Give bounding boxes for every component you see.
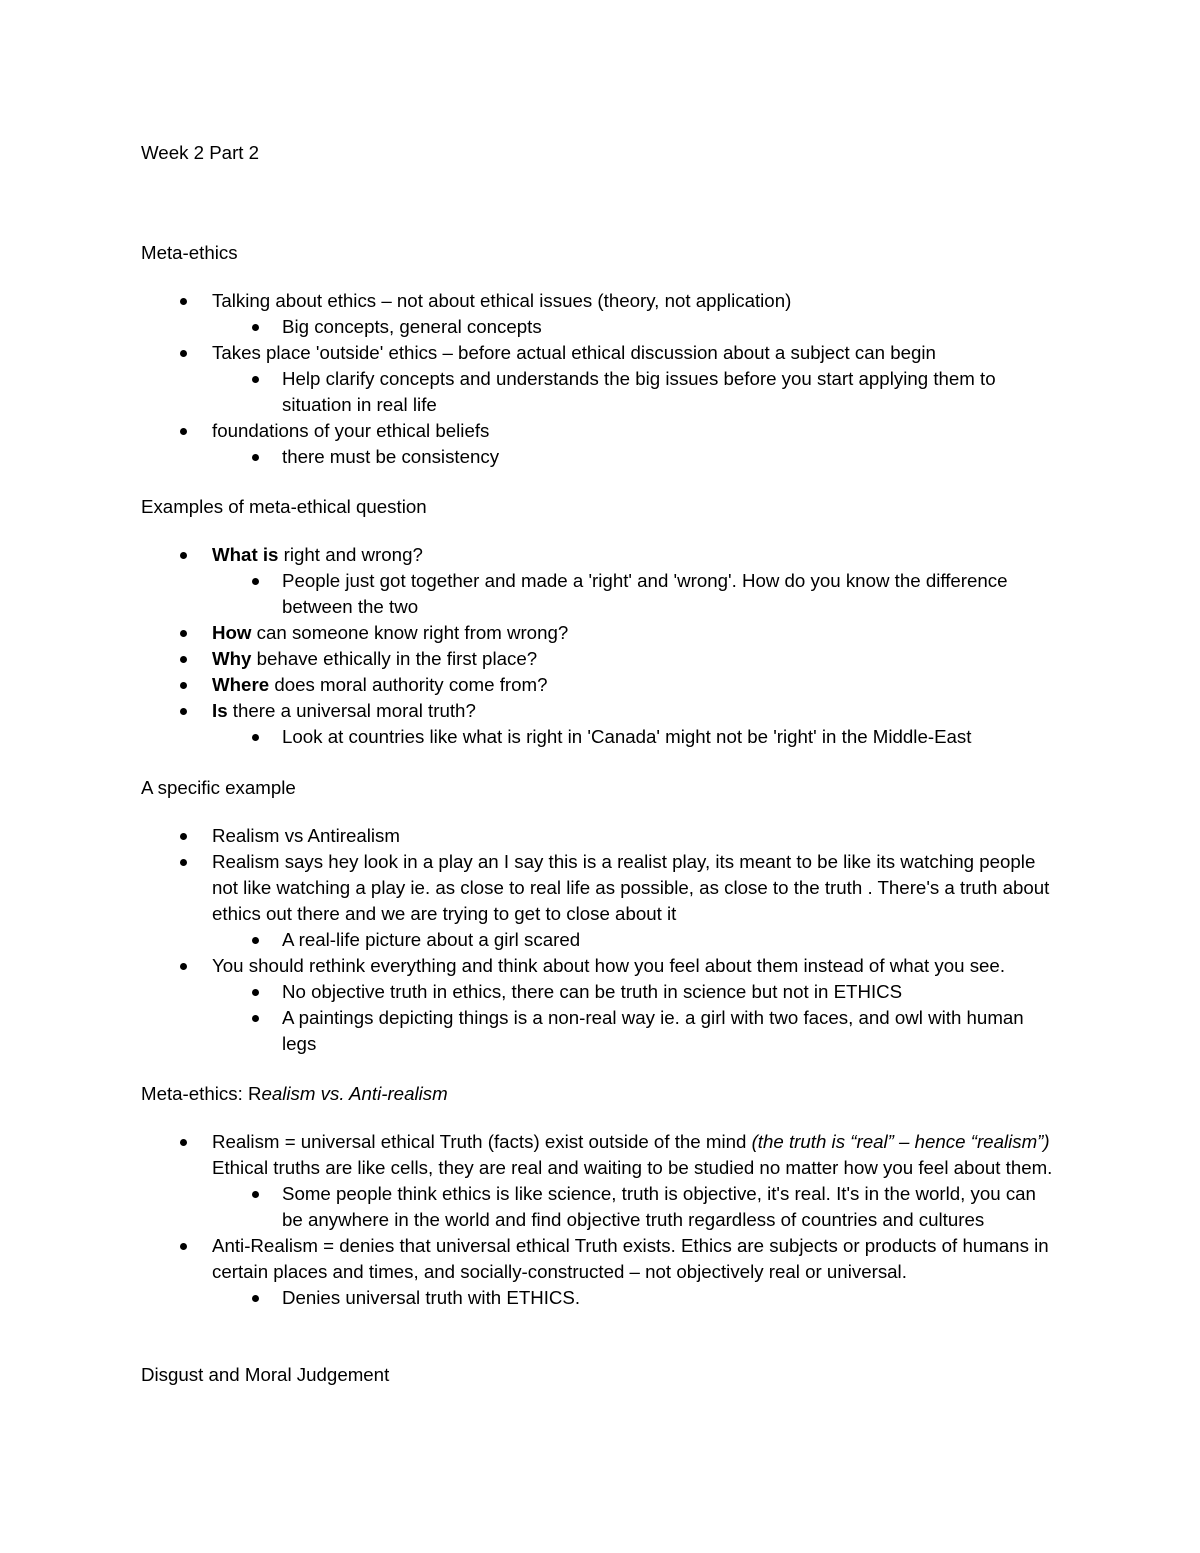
bullet-icon: [180, 630, 187, 637]
section-heading: A specific example: [141, 777, 296, 798]
section-realism-vs-antirealism: [141, 1081, 1061, 1311]
section-heading: Meta-ethics: [141, 242, 238, 263]
bullet-icon: [252, 376, 259, 383]
section-disgust: [141, 1362, 1061, 1388]
bullet-icon: [180, 350, 187, 357]
bullet-icon: [252, 1295, 259, 1302]
section-specific-example: [141, 775, 1061, 1057]
list-item: Why behave ethically in the first place?: [141, 646, 1061, 672]
list-item: Anti-Realism = denies that universal ethical Truth exists. Ethics are subjects or products of humans in certain places and times, and socially-constructed – not objectively real or universal.: [141, 1233, 1061, 1285]
page-title: Week 2 Part 2: [141, 142, 260, 163]
bullet-icon: [180, 1243, 187, 1250]
list-item: How can someone know right from wrong?: [141, 620, 1061, 646]
section-heading: Examples of meta-ethical question: [141, 496, 427, 517]
list-subitem: No objective truth in ethics, there can be truth in science but not in ETHICS: [141, 979, 1061, 1005]
bullet-icon: [252, 1015, 259, 1022]
list-subitem: Big concepts, general concepts: [141, 314, 1061, 340]
bullet-icon: [180, 859, 187, 866]
list-subitem: Look at countries like what is right in 'Canada' might not be 'right' in the Middle-East: [141, 724, 1061, 750]
list-item: Talking about ethics – not about ethical issues (theory, not application): [141, 288, 1061, 314]
list-subitem: Some people think ethics is like science, truth is objective, it's real. It's in the world, you can be anywhere in the world and find objective truth regardless of countries and cultures: [141, 1181, 1061, 1233]
bullet-icon: [252, 578, 259, 585]
section-heading: Disgust and Moral Judgement: [141, 1364, 390, 1385]
bullet-icon: [180, 656, 187, 663]
bullet-icon: [180, 682, 187, 689]
section-meta-ethics: [141, 240, 1061, 470]
bullet-icon: [180, 708, 187, 715]
list-item: Realism says hey look in a play an I say this is a realist play, its meant to be like its watching people not like watching a play ie. as close to real life as possible, as close to the truth . There's a truth about ethics out there and we are trying to get to close about it: [141, 849, 1061, 927]
list-item: Realism = universal ethical Truth (facts) exist outside of the mind (the truth is “real” – hence “realism”) Ethical truths are like cells, they are real and waiting to be studied no matter how you feel about them.: [141, 1129, 1061, 1181]
bullet-icon: [252, 454, 259, 461]
bullet-icon: [180, 1139, 187, 1146]
bullet-icon: [180, 298, 187, 305]
list-subitem: A paintings depicting things is a non-real way ie. a girl with two faces, and owl with human legs: [141, 1005, 1061, 1057]
list-item: foundations of your ethical beliefs: [141, 418, 1061, 444]
list-item: Is there a universal moral truth?: [141, 698, 1061, 724]
bullet-list: [141, 542, 1061, 750]
list-item: What is right and wrong?: [141, 542, 1061, 568]
bullet-icon: [252, 324, 259, 331]
bullet-icon: [252, 1191, 259, 1198]
list-subitem: there must be consistency: [141, 444, 1061, 470]
list-subitem: People just got together and made a 'right' and 'wrong'. How do you know the difference between the two: [141, 568, 1061, 620]
bullet-icon: [252, 989, 259, 996]
list-subitem: A real-life picture about a girl scared: [141, 927, 1061, 953]
list-item: You should rethink everything and think about how you feel about them instead of what you see.: [141, 953, 1061, 979]
bullet-icon: [252, 937, 259, 944]
bullet-icon: [252, 734, 259, 741]
bullet-icon: [180, 963, 187, 970]
bullet-list: [141, 288, 1061, 470]
section-examples: [141, 494, 1061, 750]
bullet-list: [141, 1129, 1061, 1311]
bullet-icon: [180, 428, 187, 435]
list-item: Takes place 'outside' ethics – before actual ethical discussion about a subject can begin: [141, 340, 1061, 366]
bullet-list: [141, 823, 1061, 1057]
bullet-icon: [180, 833, 187, 840]
list-item: Where does moral authority come from?: [141, 672, 1061, 698]
list-subitem: Help clarify concepts and understands the big issues before you start applying them to situation in real life: [141, 366, 1061, 418]
list-subitem: Denies universal truth with ETHICS.: [141, 1285, 1061, 1311]
list-item: Realism vs Antirealism: [141, 823, 1061, 849]
bullet-icon: [180, 552, 187, 559]
section-heading: Meta-ethics: Realism vs. Anti-realism: [141, 1083, 448, 1104]
